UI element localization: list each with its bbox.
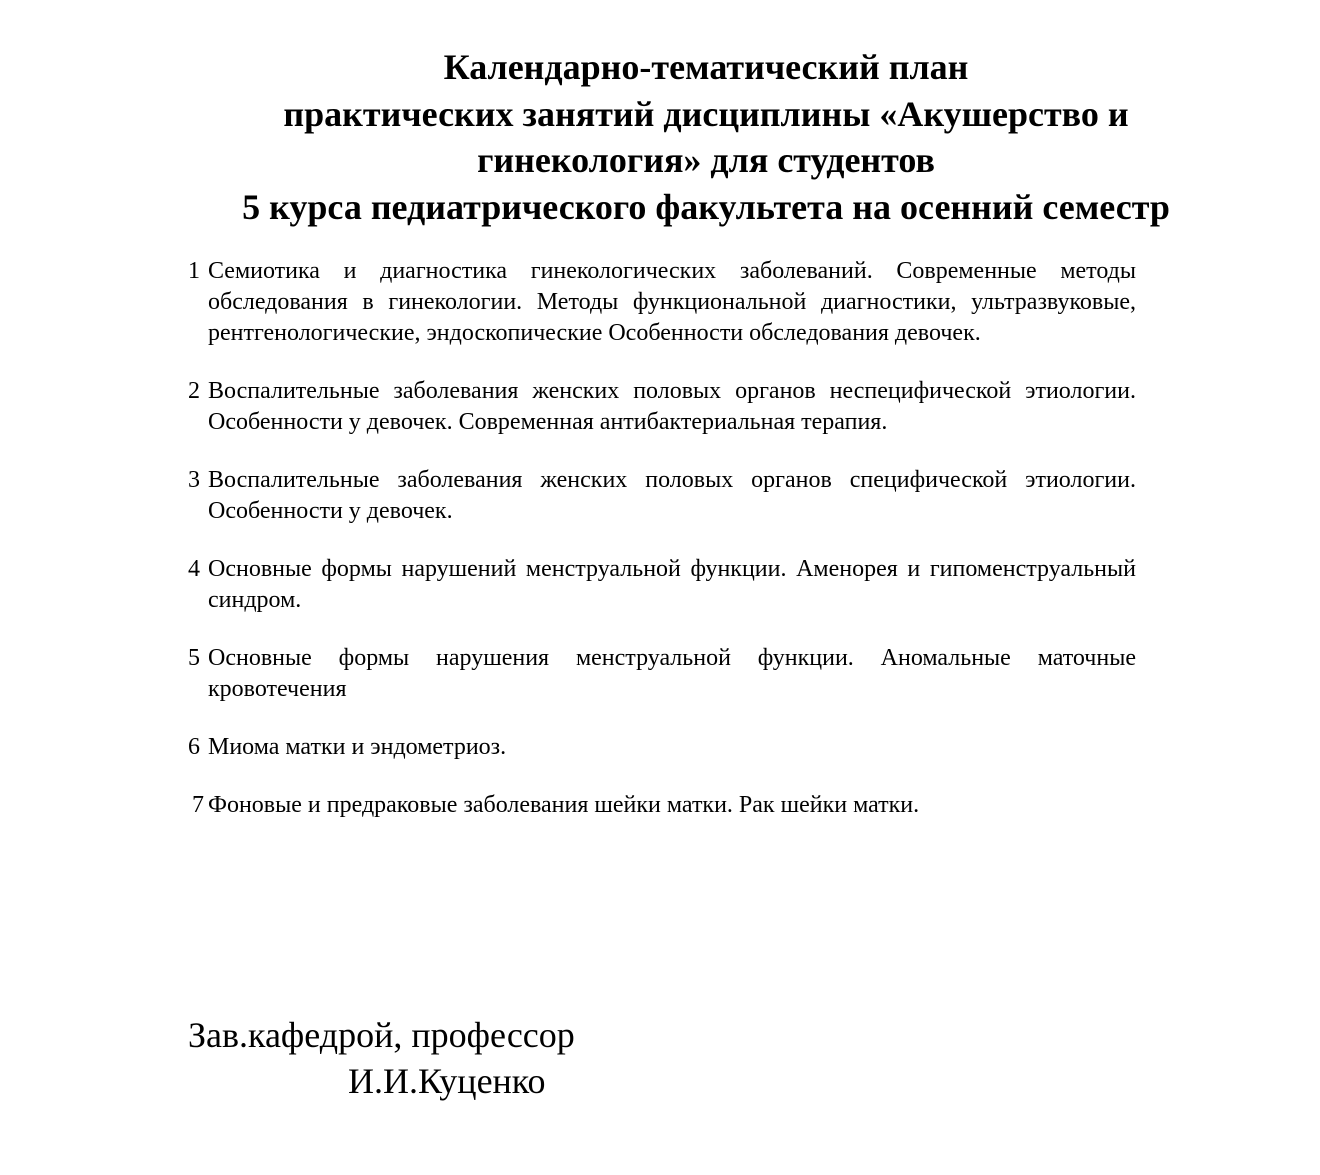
signature-block xyxy=(188,1012,575,1104)
topic-text: Фоновые и предраковые заболевания шейки матки. Рак шейки матки. xyxy=(208,792,920,818)
title-line-2: практических занятий дисциплины «Акушерство и xyxy=(283,93,1129,134)
topic-number: 7 xyxy=(192,792,204,818)
topic-number: 1 xyxy=(188,258,200,284)
topic-number: 2 xyxy=(188,378,200,404)
topic-number: 5 xyxy=(188,645,200,671)
signature-name: И.И.Куценко xyxy=(348,1061,546,1101)
signature-position: Зав.кафедрой, профессор xyxy=(188,1015,575,1055)
topic-text: Воспалительные заболевания женских половых органов неспецифической этиологии. Особенности у девочек. Современная антибактериальная терапия. xyxy=(208,378,1136,435)
topic-item xyxy=(188,643,1136,705)
topic-text: Основные формы нарушения менструальной функции. Аномальные маточные кровотечения xyxy=(208,645,1136,702)
document-title xyxy=(180,44,1232,230)
topic-text: Миома матки и эндометриоз. xyxy=(208,734,507,760)
title-line-4: 5 курса педиатрического факультета на осенний семестр xyxy=(242,186,1170,227)
topic-item xyxy=(188,376,1136,438)
title-line-3: гинекология» для студентов xyxy=(477,140,935,180)
topic-number: 6 xyxy=(188,734,200,760)
topic-text: Семиотика и диагностика гинекологических заболеваний. Современные методы обследования в гинекологии. Методы функциональной диагностики, ультразвуковые, рентгенологические, эндоскопические Особенности обследования девочек. xyxy=(208,258,1136,346)
topic-item xyxy=(188,554,1136,616)
topic-number: 4 xyxy=(188,556,200,582)
topic-item xyxy=(188,790,1136,821)
topic-number: 3 xyxy=(188,467,200,493)
topic-text: Основные формы нарушений менструальной функции. Аменорея и гипоменструальный синдром. xyxy=(208,556,1136,613)
topic-item xyxy=(188,465,1136,527)
topic-item xyxy=(188,256,1136,349)
topic-item xyxy=(188,732,1136,763)
topic-list xyxy=(188,256,1136,848)
title-line-1: Календарно-тематический план xyxy=(443,47,969,87)
topic-text: Воспалительные заболевания женских половых органов специфической этиологии. Особенности у девочек. xyxy=(208,467,1136,524)
